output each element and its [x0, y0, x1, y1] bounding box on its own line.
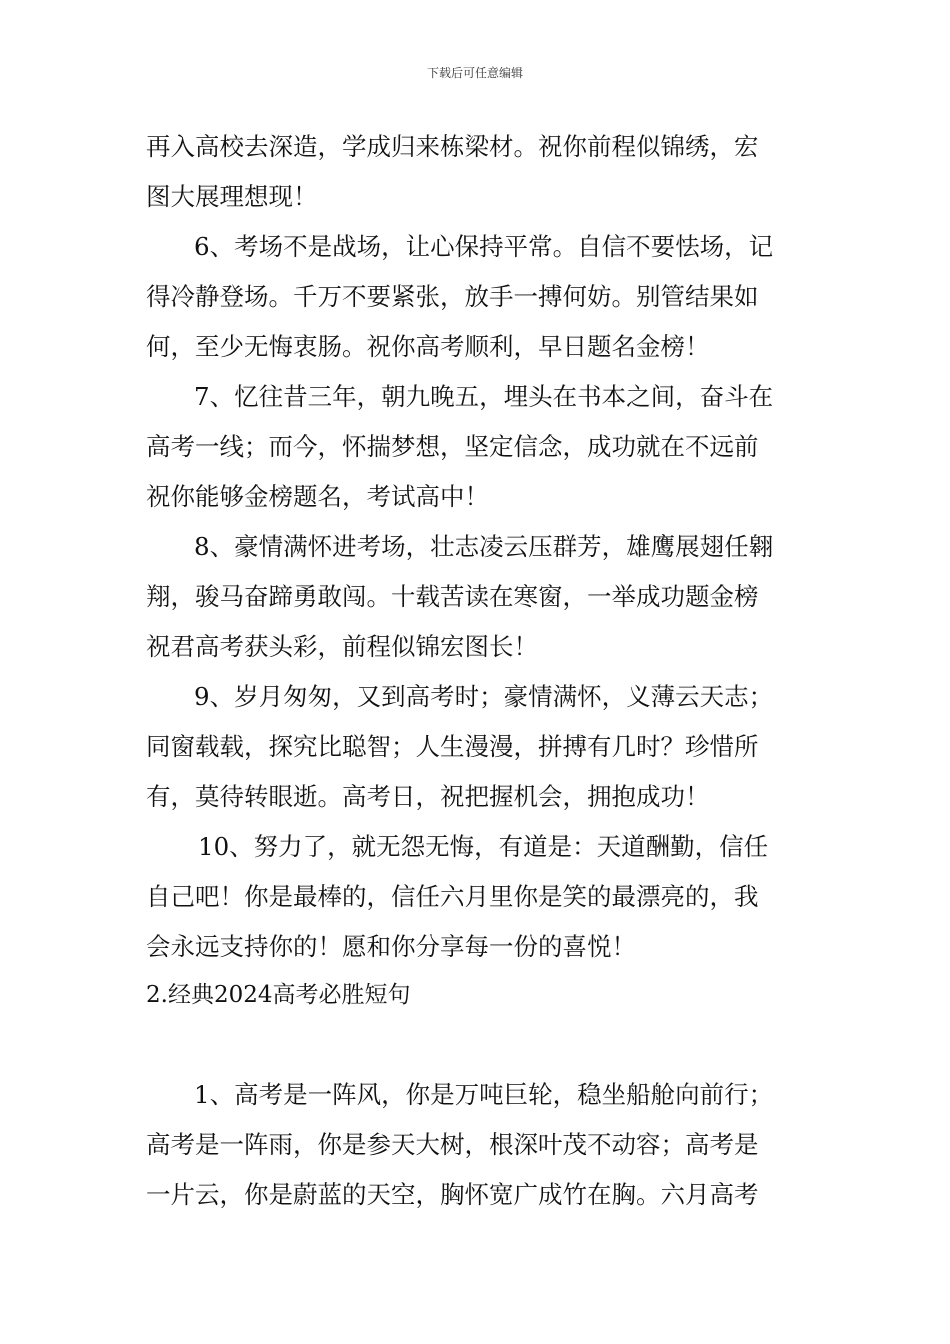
text-line: 高考一线；而今，怀揣梦想，坚定信念，成功就在不远前: [146, 432, 759, 461]
paragraph-9-line: 9、岁月匆匆，又到高考时；豪情满怀，义薄云天志；: [194, 682, 774, 711]
section-heading: 2.经典2024高考必胜短句: [146, 982, 411, 1008]
text-line: 自己吧！你是最棒的，信任六月里你是笑的最漂亮的，我: [146, 882, 759, 911]
text-line: 祝君高考获头彩，前程似锦宏图长！: [146, 632, 538, 661]
paragraph-8-line: 8、豪情满怀进考场，壮志凌云压群芳，雄鹰展翅任翱: [194, 532, 774, 561]
text-line: 高考是一阵雨，你是参天大树，根深叶茂不动容；高考是: [146, 1130, 759, 1159]
blank-spacer: [146, 1018, 808, 1070]
text-line: 何，至少无悔衷肠。祝你高考顺利，早日题名金榜！: [146, 332, 710, 361]
document-body: [146, 122, 808, 1220]
text-line: 一片云，你是蔚蓝的天空，胸怀宽广成竹在胸。六月高考: [146, 1180, 759, 1209]
paragraph-10-line: 10、努力了，就无怨无悔，有道是：天道酬勤，信任: [198, 832, 769, 861]
text-line: 再入高校去深造，学成归来栋梁材。祝你前程似锦绣，宏: [146, 132, 759, 161]
paragraph-6-line: 6、考场不是战场，让心保持平常。自信不要怯场，记: [194, 232, 774, 261]
text-line: 同窗载载，探究比聪智；人生漫漫，拼搏有几时？珍惜所: [146, 732, 759, 761]
paragraph-7-line: 7、忆往昔三年，朝九晚五，埋头在书本之间，奋斗在: [194, 382, 774, 411]
text-line: 会永远支持你的！愿和你分享每一份的喜悦！: [146, 932, 636, 961]
page-header: 下载后可任意编辑: [426, 66, 523, 80]
section-paragraph-1-line: 1、高考是一阵风，你是万吨巨轮，稳坐船舱向前行；: [194, 1080, 774, 1109]
text-line: 图大展理想现！: [146, 182, 318, 211]
text-line: 得冷静登场。千万不要紧张，放手一搏何妨。别管结果如: [146, 282, 759, 311]
text-line: 翔，骏马奋蹄勇敢闯。十载苦读在寒窗，一举成功题金榜: [146, 582, 759, 611]
text-line: 有，莫待转眼逝。高考日，祝把握机会，拥抱成功！: [146, 782, 710, 811]
text-line: 祝你能够金榜题名，考试高中！: [146, 482, 489, 511]
